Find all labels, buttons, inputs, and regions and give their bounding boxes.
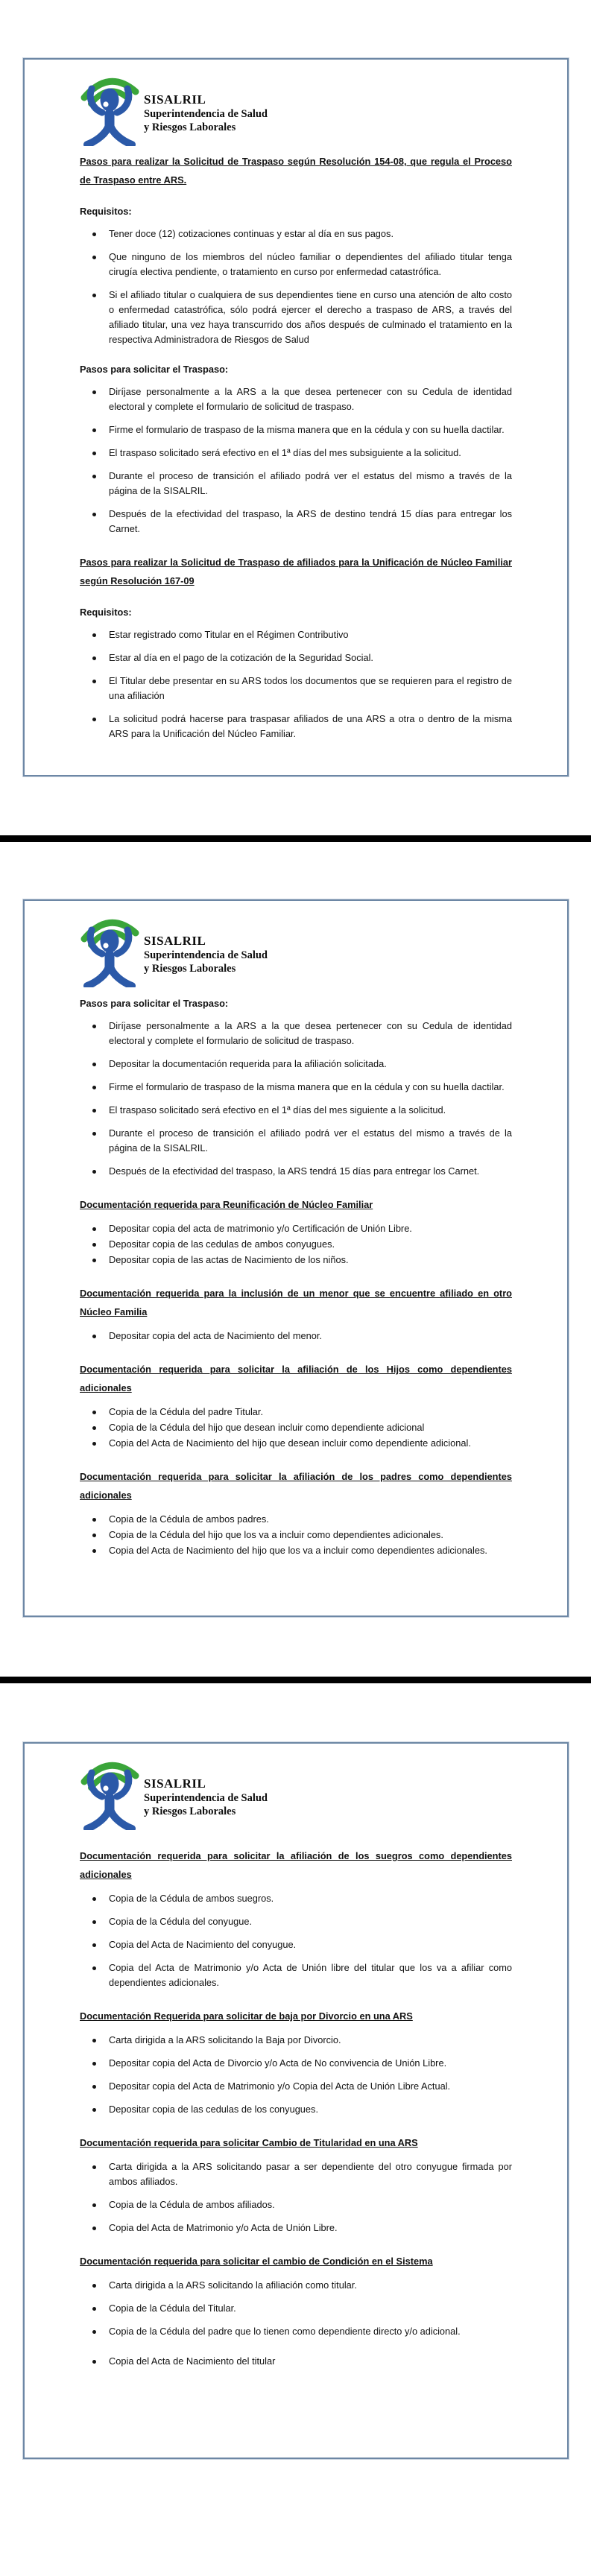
list-item-text: Estar registrado como Titular en el Régimen Contributivo xyxy=(109,629,349,640)
bullet-icon xyxy=(92,2039,96,2042)
list-item-text: Después de la efectividad del traspaso, la ARS tendrá 15 días para entregar los Carnet. xyxy=(109,1165,480,1177)
list-item xyxy=(80,1528,512,1542)
bullet-icon xyxy=(92,256,96,259)
list-item-text: Después de la efectividad del traspaso, la ARS de destino tendrá 15 días para entregar los Carnet. xyxy=(109,508,512,534)
bullet-icon xyxy=(92,1132,96,1136)
list-item-text: La solicitud podrá hacerse para traspasar afiliados de una ARS a otra o dentro de la misma ARS para la Unificación del Núcleo Familiar. xyxy=(109,713,512,739)
heading-reunificacion: Documentación requerida para Reunificación de Núcleo Familiar xyxy=(80,1199,373,1210)
bullet-icon xyxy=(92,1943,96,1947)
bullet-icon xyxy=(92,1243,96,1247)
list-item-text: Copia del Acta de Nacimiento del conyugue. xyxy=(109,1939,297,1950)
page-divider-bar xyxy=(0,1677,591,1683)
list-item xyxy=(80,1103,512,1118)
padres-list xyxy=(80,1512,512,1558)
bullet-icon xyxy=(92,2307,96,2311)
list-item xyxy=(80,446,512,461)
document-page-2 xyxy=(23,899,569,1617)
bullet-icon xyxy=(92,1411,96,1414)
bullet-icon xyxy=(92,2108,96,2112)
pasos-list xyxy=(80,384,512,537)
list-item xyxy=(80,2221,512,2235)
sisalril-logo-icon xyxy=(80,913,141,987)
logo-subtitle-2: y Riesgos Laborales xyxy=(144,963,236,975)
sisalril-logo xyxy=(80,913,512,987)
list-item xyxy=(80,1891,512,1906)
list-item xyxy=(80,1329,512,1344)
list-item xyxy=(80,2278,512,2293)
document-page-1 xyxy=(23,58,569,776)
heading-cambio-condicion: Documentación requerida para solicitar el cambio de Condición en el Sistema xyxy=(80,2256,433,2267)
list-item-text: El Titular debe presentar en su ARS todos los documentos que se requieren para el registro de una afiliación xyxy=(109,675,512,701)
list-item xyxy=(80,2056,512,2071)
list-item xyxy=(80,1164,512,1179)
bullet-icon xyxy=(92,1897,96,1901)
list-item-text: Copia de la Cédula de ambos afiliados. xyxy=(109,2199,275,2210)
sisalril-logo xyxy=(80,72,512,146)
bullet-icon xyxy=(92,2062,96,2066)
list-item-text: Si el afiliado titular o cualquiera de sus dependientes tiene en curso una atención de alto costo o enfermedad catastrófica, sólo podrá ejercer el derecho a traspaso de ARS, a través del afiliado titular, una vez haya transcurrido dos años después de culminado el tratamiento en la respectiva Administradora de Riesgos de Salud xyxy=(109,289,512,345)
list-item-text: Depositar copia de las cedulas de ambos conyugues. xyxy=(109,1238,335,1250)
heading-inclusion-menor: Documentación requerida para la inclusión de un menor que se encuentre afiliado en otro Núcleo Familia xyxy=(80,1288,512,1317)
bullet-icon xyxy=(92,2227,96,2230)
list-item xyxy=(80,2301,512,2316)
list-item xyxy=(80,651,512,665)
list-item xyxy=(80,1543,512,1558)
list-item xyxy=(80,1405,512,1420)
bullet-icon xyxy=(92,1086,96,1089)
list-item xyxy=(80,1080,512,1095)
bullet-icon xyxy=(92,633,96,637)
requisitos-2-list xyxy=(80,627,512,741)
list-item xyxy=(80,627,512,642)
list-item-text: Depositar copia de las actas de Nacimiento de los niños. xyxy=(109,1254,349,1265)
list-item-text: Diríjase personalmente a la ARS a la que desea pertenecer con su Cedula de identidad electoral y complete el formulario de solicitud de traspaso. xyxy=(109,386,512,412)
list-item xyxy=(80,2354,512,2369)
list-item xyxy=(80,1436,512,1451)
heading-pasos-traspaso: Pasos para solicitar el Traspaso: xyxy=(80,364,229,375)
heading-requisitos-2: Requisitos: xyxy=(80,607,132,618)
bullet-icon xyxy=(92,1335,96,1338)
bullet-icon xyxy=(92,656,96,660)
list-item-text: Estar al día en el pago de la cotización de la Seguridad Social. xyxy=(109,652,373,663)
list-item xyxy=(80,2079,512,2094)
list-item-text: Carta dirigida a la ARS solicitando pasar a ser dependiente del otro conyugue firmada por ambos afiliados. xyxy=(109,2161,512,2187)
list-item-text: Carta dirigida a la ARS solicitando la afiliación como titular. xyxy=(109,2279,357,2291)
titularidad-list xyxy=(80,2159,512,2235)
list-item-text: Depositar copia de las cedulas de los conyugues. xyxy=(109,2104,318,2115)
list-item-text: Depositar copia del Acta de Matrimonio y/o Copia del Acta de Unión Libre Actual. xyxy=(109,2080,451,2092)
list-item-text: Copia de la Cédula de ambos padres. xyxy=(109,1513,269,1525)
page-divider-bar xyxy=(0,835,591,842)
list-item-text: Copia del Acta de Nacimiento del titular xyxy=(109,2355,276,2367)
list-item-text: Depositar la documentación requerida para la afiliación solicitada. xyxy=(109,1058,387,1069)
hijos-list xyxy=(80,1405,512,1451)
list-item-text: Carta dirigida a la ARS solicitando la Baja por Divorcio. xyxy=(109,2034,341,2045)
list-item xyxy=(80,1512,512,1527)
bullet-icon xyxy=(92,390,96,394)
heading-traspaso-154-08: Pasos para realizar la Solicitud de Traspaso según Resolución 154-08, que regula el Proceso de Traspaso entre ARS. xyxy=(80,156,512,186)
list-item xyxy=(80,507,512,537)
list-item-text: Depositar copia del acta de Nacimiento del menor. xyxy=(109,1330,322,1341)
list-item xyxy=(80,674,512,703)
list-item xyxy=(80,1126,512,1156)
document-page-3 xyxy=(23,1742,569,2459)
list-item-text: Firme el formulario de traspaso de la misma manera que en la cédula y con su huella dactilar. xyxy=(109,424,505,435)
bullet-icon xyxy=(92,1170,96,1174)
list-item xyxy=(80,1937,512,1952)
list-item xyxy=(80,2197,512,2212)
logo-brand: SISALRIL xyxy=(144,1776,206,1791)
reunificacion-list xyxy=(80,1221,512,1268)
list-item xyxy=(80,1237,512,1252)
sisalril-logo xyxy=(80,1756,512,1830)
menor-list xyxy=(80,1329,512,1344)
list-item-text: Copia de la Cédula del padre que lo tienen como dependiente directo y/o adicional. xyxy=(109,2326,461,2337)
list-item-text: Tener doce (12) cotizaciones continuas y estar al día en sus pagos. xyxy=(109,228,394,239)
heading-afiliacion-hijos: Documentación requerida para solicitar la afiliación de los Hijos como dependientes adicionales xyxy=(80,1364,512,1393)
bullet-icon xyxy=(92,1426,96,1430)
list-item xyxy=(80,2102,512,2117)
bullet-icon xyxy=(92,1227,96,1231)
list-item xyxy=(80,2324,512,2339)
bullet-icon xyxy=(92,2085,96,2089)
list-item-text: Firme el formulario de traspaso de la misma manera que en la cédula y con su huella dactilar. xyxy=(109,1081,505,1092)
list-item xyxy=(80,1961,512,1990)
list-item-text: El traspaso solicitado será efectivo en el 1ª días del mes siguiente a la solicitud. xyxy=(109,1104,446,1115)
list-item xyxy=(80,2033,512,2048)
logo-brand: SISALRIL xyxy=(144,934,206,948)
list-item xyxy=(80,469,512,499)
list-item-text: Copia de la Cédula del conyugue. xyxy=(109,1916,253,1927)
list-item xyxy=(80,712,512,741)
list-item xyxy=(80,1420,512,1435)
bullet-icon xyxy=(92,1259,96,1262)
bullet-icon xyxy=(92,680,96,683)
list-item-text: Copia del Acta de Matrimonio y/o Acta de Unión libre del titular que los va a afiliar como dependientes adicionales. xyxy=(109,1962,512,1988)
bullet-icon xyxy=(92,2330,96,2334)
heading-baja-divorcio: Documentación Requerida para solicitar de baja por Divorcio en una ARS xyxy=(80,2010,413,2022)
pasos-list xyxy=(80,1019,512,1179)
list-item xyxy=(80,1253,512,1268)
suegros-list xyxy=(80,1891,512,1990)
bullet-icon xyxy=(92,2360,96,2364)
list-item-text: El traspaso solicitado será efectivo en el 1ª días del mes subsiguiente a la solicitud. xyxy=(109,447,461,458)
logo-subtitle-1: Superintendencia de Salud xyxy=(144,1792,268,1804)
list-item-text: Copia de la Cédula del hijo que los va a incluir como dependientes adicionales. xyxy=(109,1529,443,1540)
bullet-icon xyxy=(92,428,96,432)
sisalril-logo-icon xyxy=(80,1756,141,1830)
bullet-icon xyxy=(92,294,96,297)
list-item-text: Durante el proceso de transición el afiliado podrá ver el estatus del mismo a través de la página de la SISALRIL. xyxy=(109,1127,512,1153)
bullet-icon xyxy=(92,2284,96,2288)
list-item-text: Copia del Acta de Matrimonio y/o Acta de Unión Libre. xyxy=(109,2222,338,2233)
condicion-list xyxy=(80,2278,512,2369)
list-item-text: Diríjase personalmente a la ARS a la que desea pertenecer con su Cedula de identidad electoral y complete el formulario de solicitud de traspaso. xyxy=(109,1020,512,1046)
logo-subtitle-1: Superintendencia de Salud xyxy=(144,949,268,961)
list-item-text: Depositar copia del Acta de Divorcio y/o Acta de No convivencia de Unión Libre. xyxy=(109,2057,447,2069)
logo-text xyxy=(144,934,268,975)
list-item xyxy=(80,227,512,241)
logo-subtitle-2: y Riesgos Laborales xyxy=(144,121,236,133)
heading-requisitos: Requisitos: xyxy=(80,206,132,217)
bullet-icon xyxy=(92,1549,96,1553)
heading-afiliacion-padres: Documentación requerida para solicitar la afiliación de los padres como dependientes adicionales xyxy=(80,1471,512,1501)
logo-text xyxy=(144,1776,268,1818)
logo-subtitle-1: Superintendencia de Salud xyxy=(144,108,268,120)
requisitos-list xyxy=(80,227,512,347)
bullet-icon xyxy=(92,232,96,236)
bullet-icon xyxy=(92,1966,96,1970)
bullet-icon xyxy=(92,1534,96,1537)
sisalril-logo-icon xyxy=(80,72,141,146)
list-item xyxy=(80,384,512,414)
list-item-text: Copia de la Cédula del hijo que desean incluir como dependiente adicional xyxy=(109,1422,425,1433)
list-item-text: Copia del Acta de Nacimiento del hijo que los va a incluir como dependientes adicionales. xyxy=(109,1545,487,1556)
heading-pasos-traspaso: Pasos para solicitar el Traspaso: xyxy=(80,998,229,1009)
bullet-icon xyxy=(92,2165,96,2169)
list-item xyxy=(80,423,512,437)
list-item xyxy=(80,250,512,279)
list-item-text: Copia del Acta de Nacimiento del hijo que desean incluir como dependiente adicional. xyxy=(109,1437,471,1449)
bullet-icon xyxy=(92,475,96,478)
bullet-icon xyxy=(92,1442,96,1446)
list-item-text: Copia de la Cédula de ambos suegros. xyxy=(109,1893,274,1904)
heading-cambio-titularidad: Documentación requerida para solicitar Cambio de Titularidad en una ARS xyxy=(80,2137,418,2148)
bullet-icon xyxy=(92,513,96,516)
list-item-text: Copia de la Cédula del Titular. xyxy=(109,2303,236,2314)
list-item xyxy=(80,288,512,347)
logo-brand: SISALRIL xyxy=(144,92,206,107)
list-item xyxy=(80,2159,512,2189)
bullet-icon xyxy=(92,1063,96,1066)
logo-text xyxy=(144,92,268,134)
bullet-icon xyxy=(92,718,96,721)
divorcio-list xyxy=(80,2033,512,2117)
list-item xyxy=(80,1914,512,1929)
bullet-icon xyxy=(92,452,96,455)
list-item xyxy=(80,1057,512,1072)
heading-afiliacion-suegros: Documentación requerida para solicitar la afiliación de los suegros como dependientes adicionales xyxy=(80,1850,512,1880)
list-item-text: Durante el proceso de transición el afiliado podrá ver el estatus del mismo a través de la página de la SISALRIL. xyxy=(109,470,512,496)
list-item xyxy=(80,1019,512,1048)
bullet-icon xyxy=(92,1109,96,1113)
list-item-text: Que ninguno de los miembros del núcleo familiar o dependientes del afiliado titular tenga cirugía electiva pendiente, o tratamiento en curso por enfermedad catastrófica. xyxy=(109,251,512,277)
logo-subtitle-2: y Riesgos Laborales xyxy=(144,1806,236,1817)
bullet-icon xyxy=(92,1025,96,1028)
list-item xyxy=(80,1221,512,1236)
bullet-icon xyxy=(92,1518,96,1522)
list-item-text: Copia de la Cédula del padre Titular. xyxy=(109,1406,264,1417)
heading-unificacion-167-09: Pasos para realizar la Solicitud de Traspaso de afiliados para la Unificación de Núcleo Familiar según Resolución 167-09 xyxy=(80,557,512,586)
list-item-text: Depositar copia del acta de matrimonio y/o Certificación de Unión Libre. xyxy=(109,1223,412,1234)
bullet-icon xyxy=(92,2203,96,2207)
bullet-icon xyxy=(92,1920,96,1924)
